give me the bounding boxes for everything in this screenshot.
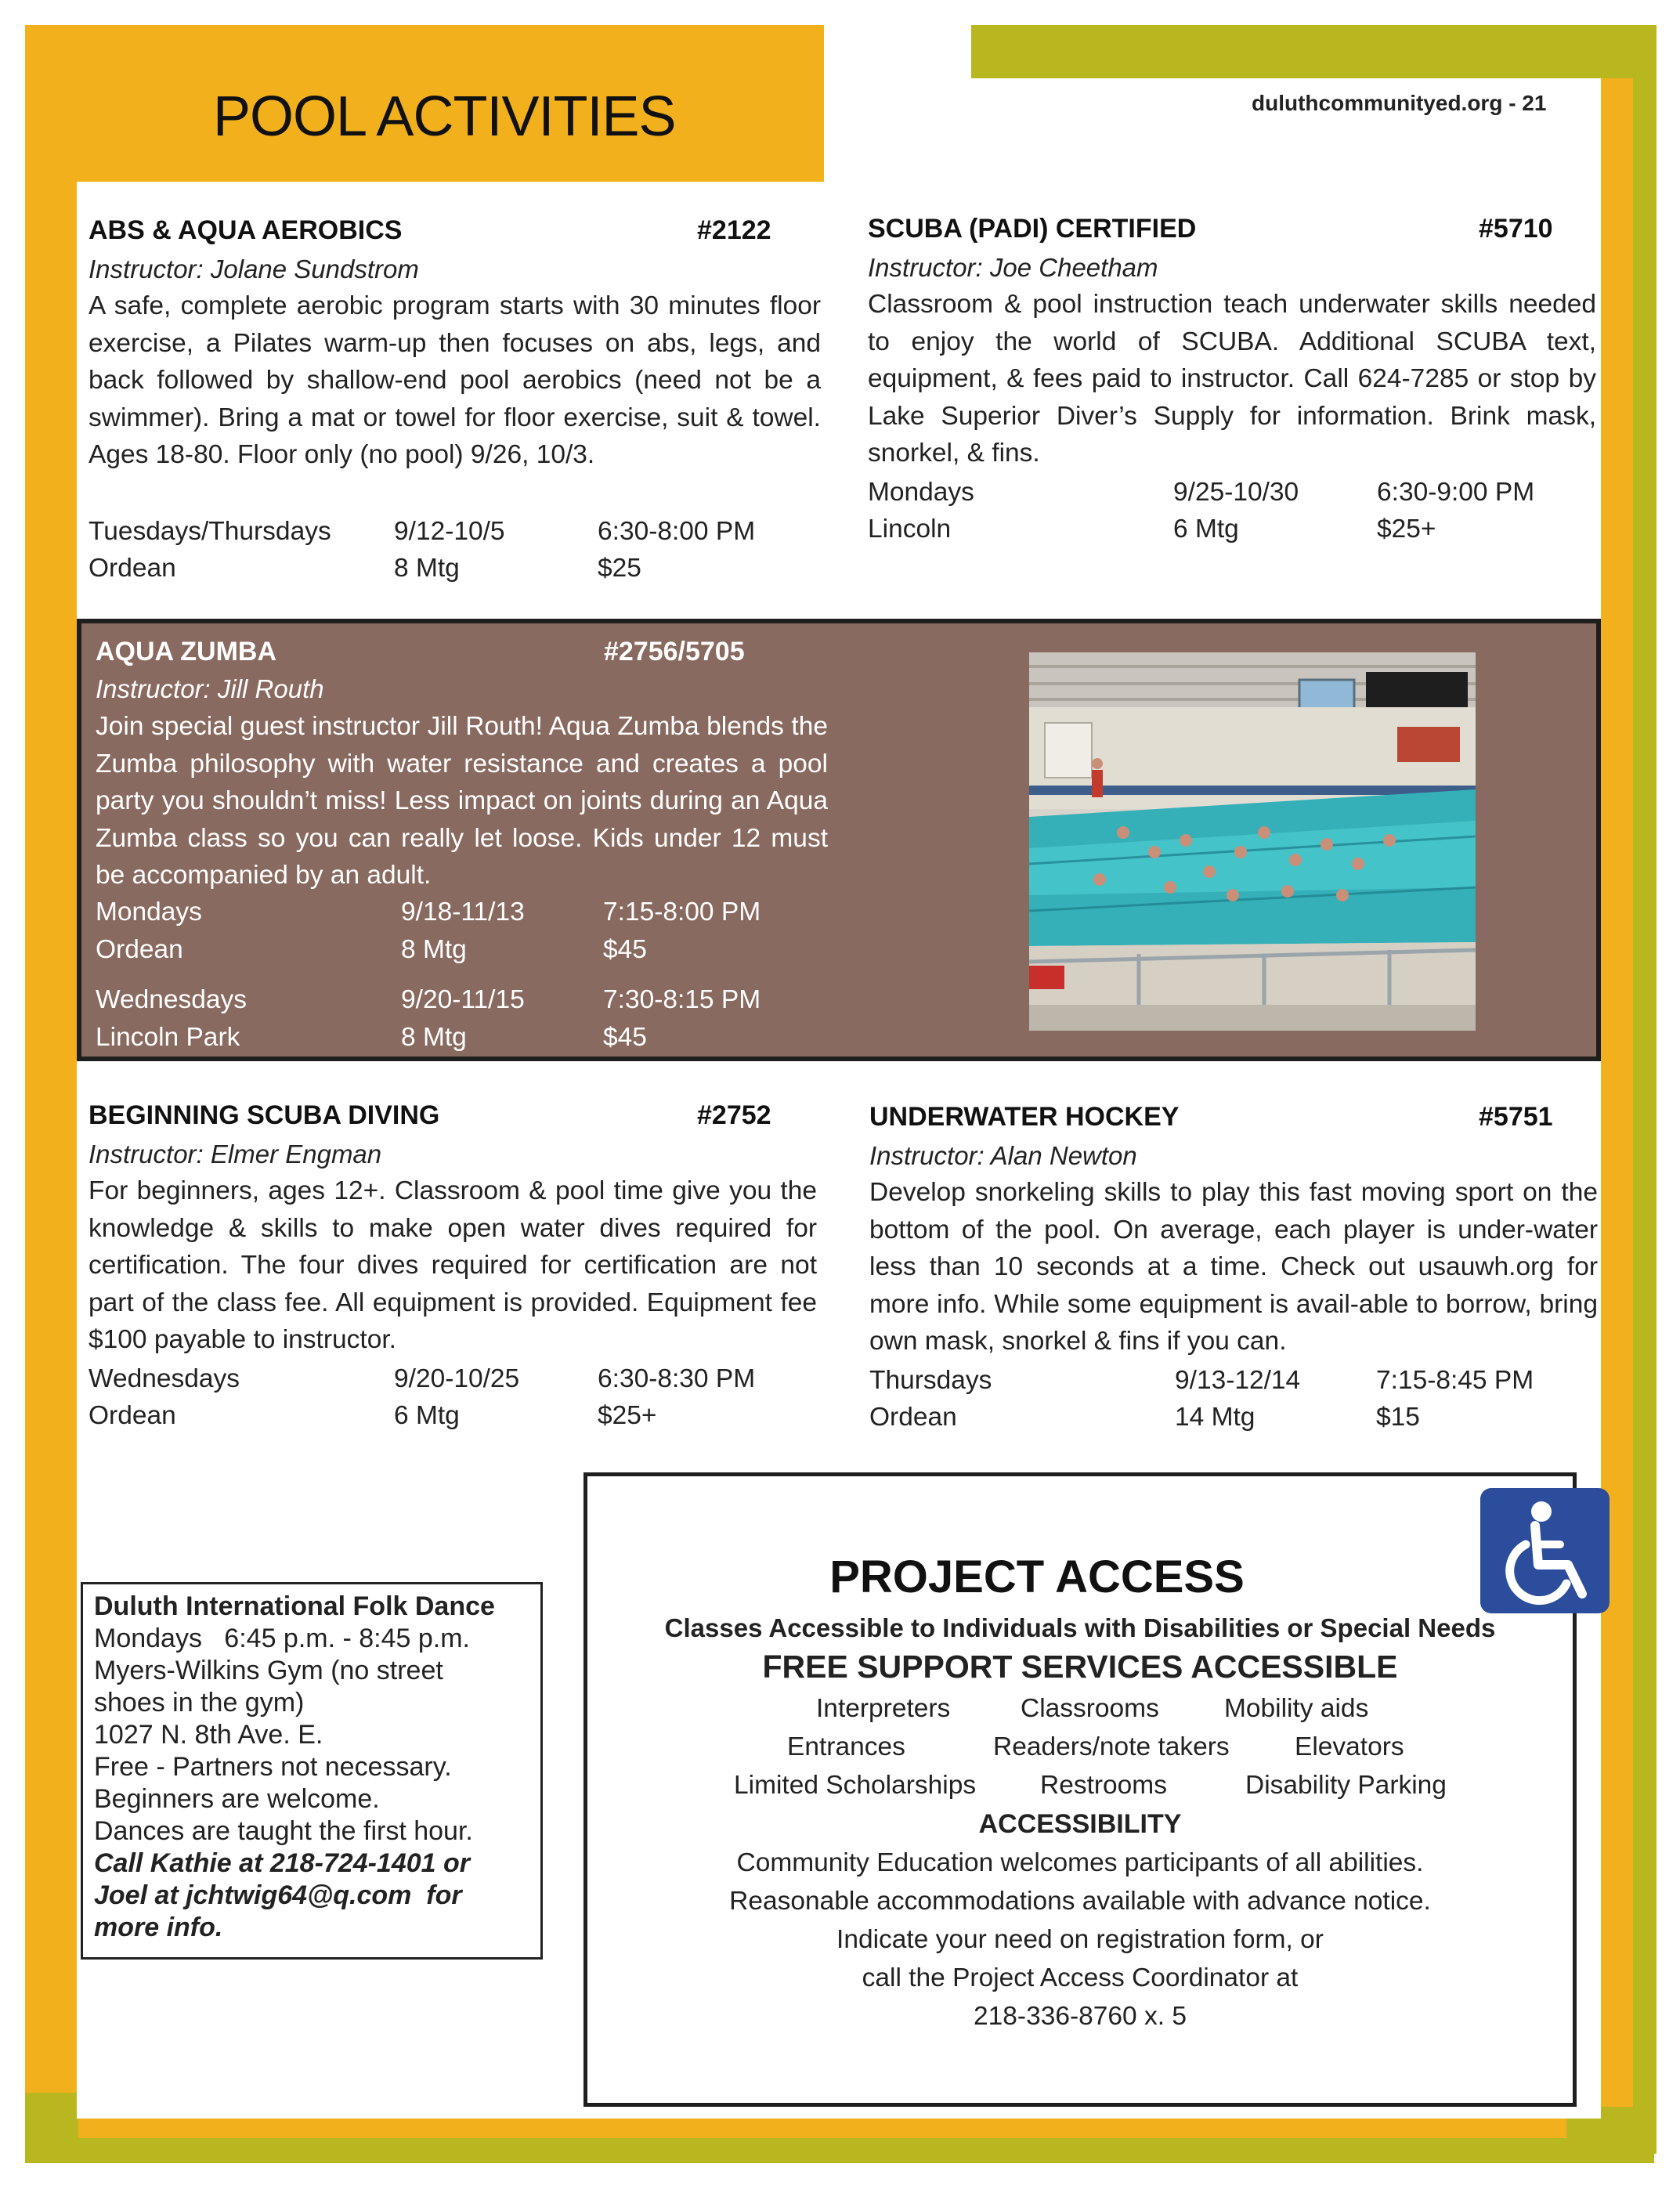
service-mobility-aids: Mobility aids: [1224, 1694, 1369, 1723]
course-description: Join special guest instructor Jill Routh! Aqua Zumba blends the Zumba philosophy with water resistance and creates a pool party you shouldn’t miss! Less impact on joints during an Aqua Zumba class so you can really let loose. Kids under 12 must be accompanied by an adult.: [96, 712, 828, 890]
course-title: BEGINNING SCUBA DIVING: [89, 1100, 440, 1130]
folk-dance-box: [81, 1582, 543, 1960]
service-elevators: Elevators: [1295, 1732, 1404, 1761]
time: 6:30-8:00 PM: [598, 517, 756, 546]
schedule-row: [869, 1399, 1598, 1436]
time: 7:15-8:45 PM: [1376, 1366, 1534, 1395]
time: 7:30-8:15 PM: [603, 985, 761, 1014]
folk-dance-contact: Joel at jchtwig64@q.com for: [94, 1880, 462, 1910]
location: Lincoln: [868, 515, 952, 544]
course-abs-aqua-aerobics: [89, 211, 821, 591]
course-number: #2756/5705: [604, 637, 745, 666]
folk-dance-location: Myers-Wilkins Gym (no street: [94, 1656, 443, 1685]
service-readers: Readers/note takers: [993, 1732, 1230, 1761]
dates: 9/25-10/30: [1173, 478, 1299, 507]
course-scuba-padi-certified: [868, 211, 1596, 564]
course-number: #5751: [1479, 1102, 1553, 1132]
dates: 9/20-11/15: [401, 985, 525, 1014]
service-entrances: Entrances: [787, 1732, 905, 1761]
course-description: Develop snorkeling skills to play this fast moving sport on the bottom of the pool. On average, each player is under-water less than 10 seconds at a time. Check out usauwh.org for more info. While some equipment is avail-able to borrow, bring own mask, snorkel & fins if you can.: [869, 1178, 1598, 1356]
course-description: A safe, complete aerobic program starts with 30 minutes floor exercise, a Pilates warm-up then focuses on abs, legs, and back followed by shallow-end pool aerobics (need not be a swimmer). Bring a mat or towel for floor exercise, suit & towel. Ages 18-80. Floor only (no pool) 9/26, 10/3.: [89, 291, 821, 469]
schedule-row: [869, 1362, 1598, 1400]
fee: $25+: [598, 1401, 657, 1430]
services-heading: FREE SUPPORT SERVICES ACCESSIBLE: [762, 1649, 1398, 1685]
accessibility-line: call the Project Access Coordinator at: [862, 1963, 1299, 1992]
coordinator-phone: 218-336-8760 x. 5: [974, 2002, 1187, 2031]
course-title: ABS & AQUA AEROBICS: [89, 215, 403, 245]
course-beginning-scuba-diving: [89, 1096, 821, 1441]
day: Thursdays: [869, 1366, 992, 1395]
accessibility-line: Indicate your need on registration form, or: [836, 1925, 1324, 1954]
project-access-title: PROJECT ACCESS: [829, 1551, 1245, 1602]
day: Mondays: [96, 898, 202, 927]
folk-dance-teaching: Dances are taught the first hour.: [94, 1816, 473, 1846]
page-number: duluthcommunityed.org - 21: [1252, 91, 1547, 115]
course-number: #5710: [1479, 214, 1553, 244]
schedule-row: [868, 474, 1596, 511]
fee: $45: [603, 1023, 647, 1052]
day: Mondays: [868, 478, 974, 507]
time: 6:30-8:30 PM: [598, 1364, 756, 1393]
time: 7:15-8:00 PM: [603, 898, 761, 927]
time: 6:30-9:00 PM: [1377, 478, 1535, 507]
dates: 9/18-11/13: [401, 898, 525, 927]
project-access-box: [583, 1472, 1577, 2107]
service-classrooms: Classrooms: [1021, 1694, 1159, 1723]
folk-dance-title: Duluth International Folk Dance: [94, 1591, 495, 1621]
service-disability-parking: Disability Parking: [1245, 1771, 1447, 1800]
frame-olive-top-right: [971, 25, 1657, 80]
folk-dance-contact: Call Kathie at 218-724-1401 or: [94, 1848, 471, 1878]
course-description: For beginners, ages 12+. Classroom & pool time give you the knowledge & skills to make open water dives required for certification. The four dives required for certification are not part of the class fee. All equipment is provided. Equipment fee $100 payable to instructor.: [89, 1176, 817, 1354]
folk-dance-address: 1027 N. 8th Ave. E.: [94, 1720, 323, 1750]
dates: 9/20-10/25: [394, 1364, 520, 1393]
fee: $25+: [1377, 515, 1436, 544]
service-scholarships: Limited Scholarships: [734, 1771, 977, 1800]
location: Ordean: [89, 554, 176, 583]
schedule-row: [96, 1019, 828, 1057]
schedule-row: [868, 511, 1596, 548]
service-restrooms: Restrooms: [1040, 1771, 1167, 1800]
location: Ordean: [89, 1401, 176, 1430]
meetings: 14 Mtg: [1175, 1403, 1255, 1432]
instructor: Instructor: Elmer Engman: [89, 1140, 382, 1169]
schedule-row: [89, 1397, 821, 1435]
meetings: 8 Mtg: [401, 935, 467, 964]
folk-dance-fee: Free - Partners not necessary.: [94, 1752, 452, 1782]
frame-orange-left: [25, 25, 78, 2093]
meetings: 6 Mtg: [1173, 515, 1239, 544]
accessibility-line: Community Education welcomes participants of all abilities.: [736, 1848, 1424, 1877]
schedule-row: [96, 931, 828, 969]
fee: $15: [1376, 1403, 1420, 1432]
location: Ordean: [869, 1403, 957, 1432]
schedule-row: [89, 1360, 821, 1398]
meetings: 6 Mtg: [394, 1401, 460, 1430]
dates: 9/13-12/14: [1175, 1366, 1301, 1395]
pool-photo: [1029, 652, 1476, 1031]
folk-dance-welcome: Beginners are welcome.: [94, 1784, 380, 1814]
folk-dance-schedule: Mondays 6:45 p.m. - 8:45 p.m.: [94, 1624, 471, 1653]
course-underwater-hockey: [869, 1096, 1598, 1441]
instructor: Instructor: Jill Routh: [96, 674, 324, 703]
course-title: UNDERWATER HOCKEY: [869, 1102, 1180, 1132]
services-row: [587, 1694, 1573, 1729]
accessibility-line: Reasonable accommodations available with advance notice.: [729, 1887, 1431, 1916]
day: Tuesdays/Thursdays: [89, 517, 331, 546]
folk-dance-contact: more info.: [94, 1913, 223, 1942]
accessibility-heading: ACCESSIBILITY: [978, 1809, 1182, 1839]
course-aqua-zumba: [77, 619, 1601, 1061]
location: Ordean: [96, 935, 183, 964]
course-number: #2752: [697, 1100, 771, 1130]
frame-orange-right: [1598, 78, 1633, 2107]
instructor: Instructor: Alan Newton: [869, 1141, 1137, 1170]
schedule-row: [96, 894, 828, 931]
course-title: SCUBA (PADI) CERTIFIED: [868, 214, 1197, 244]
location: Lincoln Park: [96, 1023, 240, 1052]
day: Wednesdays: [89, 1364, 240, 1393]
meetings: 8 Mtg: [394, 554, 460, 583]
course-number: #2122: [697, 215, 771, 245]
page-title: POOL ACTIVITIES: [213, 85, 676, 148]
service-interpreters: Interpreters: [816, 1694, 951, 1723]
schedule-row: [89, 550, 821, 587]
schedule-row: [89, 513, 821, 551]
services-row: [587, 1771, 1573, 1806]
course-description: Classroom & pool instruction teach underwater skills needed to enjoy the world of SCUBA. Additional SCUBA text, equipment, & fees paid to instructor. Call 624-7285 or stop by Lake Superior Diver’s Supply for information. Brink mask, snorkel, & fins.: [868, 290, 1596, 468]
instructor: Instructor: Joe Cheetham: [868, 253, 1158, 282]
project-access-subtitle: Classes Accessible to Individuals with Disabilities or Special Needs: [664, 1613, 1496, 1642]
services-row: [587, 1732, 1573, 1768]
meetings: 8 Mtg: [401, 1023, 467, 1052]
fee: $45: [603, 935, 647, 964]
instructor: Instructor: Jolane Sundstrom: [89, 255, 419, 284]
folk-dance-location-note: shoes in the gym): [94, 1688, 305, 1718]
fee: $25: [598, 554, 641, 583]
wheelchair-icon: [1480, 1488, 1610, 1613]
course-title: AQUA ZUMBA: [96, 637, 277, 666]
dates: 9/12-10/5: [394, 517, 505, 546]
schedule-row: [96, 981, 828, 1019]
day: Wednesdays: [96, 985, 247, 1014]
